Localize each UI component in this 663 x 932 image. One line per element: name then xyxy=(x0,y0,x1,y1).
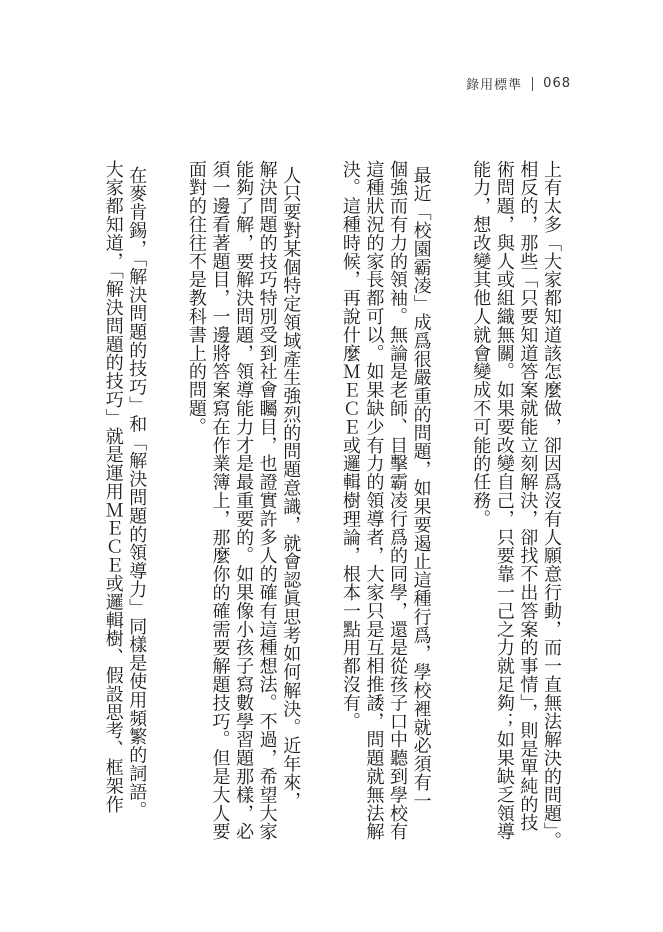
header-divider xyxy=(532,77,533,91)
body-text xyxy=(101,160,563,850)
text-column: 個強而有力的領袖。無論是老師、目擊霸凌行爲的同學，還是從孩子口中聽到學校有 xyxy=(387,160,409,841)
text-column: 能力，想改變其他人就會變成不可能的任務。 xyxy=(470,160,492,528)
text-column: 上有太多「大家都知道該怎麼做，卻因爲沒有人願意行動，而一直無法解決的問題」。 xyxy=(541,160,562,851)
text-column: 能夠了解，要解決問題，領導能力才是最重要的。如果像小孩子寫數學習題那樣，必 xyxy=(233,160,255,841)
text-column: 面對的往往不是教科書上的問題。 xyxy=(185,160,207,436)
running-head xyxy=(466,74,571,93)
text-column: 解決問題的技巧特別受到社會矚目，也證實許多人的確有這種想法。不過，希望大家 xyxy=(256,160,278,841)
text-column: 大家都知道，「解決問題的技巧」就是運用ＭＥＣＥ或邏輯樹、假設思考、框架作 xyxy=(102,160,124,814)
text-column: 在麥肯錫，「解決問題的技巧」和「解決問題的領導力」同樣是使用頻繁的詞語。 xyxy=(126,166,148,820)
text-column: 人只要對某個特定領域產生強烈的問題意識，就會認眞思考如何解決。近年來， xyxy=(280,166,302,810)
text-column: 相反的，那些「只要知道答案就能立刻解決，卻找不出答案的事情」，則是單純的技 xyxy=(517,160,539,832)
section-title: 錄用標準 xyxy=(466,78,523,93)
text-column: 須一邊看著題目，一邊將答案寫在作業簿上，那麼你的確需要解題技巧。但是大人要 xyxy=(209,160,231,841)
page-number: 068 xyxy=(543,76,571,91)
text-column: 術問題，與人或組織無關。如果要改變自己，只要靠一己之力就足夠；如果缺乏領導 xyxy=(493,160,515,841)
text-column: 決。這種時候，再說什麼ＭＥＣＥ或邏輯樹理論，根本一點用都沒有。 xyxy=(339,160,361,731)
text-column: 最近「校園霸凌」成爲很嚴重的問題，如果要遏止這種行爲，學校裡就必須有一 xyxy=(410,166,432,810)
text-column: 這種狀況的家長都可以。如果缺少有力的領導者，大家只是互相推諉，問題就無法解 xyxy=(363,160,385,841)
